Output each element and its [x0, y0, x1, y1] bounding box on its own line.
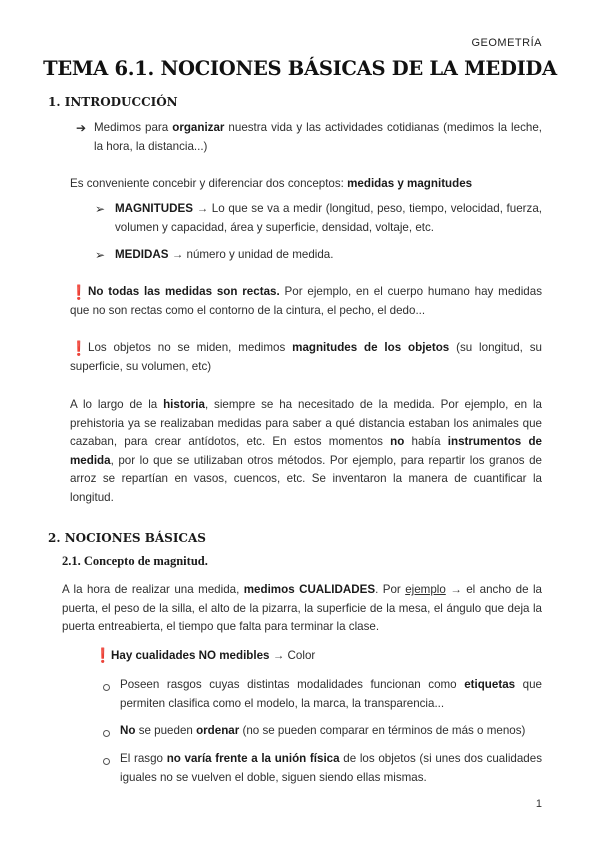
paragraph-cualidades: A la hora de realizar una medida, medimos CUALIDADES. Por ejemplo → el ancho de la puerta, el peso de la silla, el alto de la pizarra, la superficie de la mesa, el ángulo que deja la puerta entreabierta, el tiempo que falta para terminar la clase. — [62, 583, 543, 634]
note-medidas-rectas: No todas las medidas son rectas. Por ejemplo, en el cuerpo humano hay medidas que no son rectas como el contorno de la cintura, el pecho, el dedo... — [70, 285, 542, 317]
item-medidas: MEDIDAS → número y unidad de medida. — [115, 248, 334, 261]
circle-bullet-icon — [103, 730, 110, 737]
paragraph-conceptos: Es conveniente concebir y diferenciar dos conceptos: medidas y magnitudes — [70, 177, 473, 190]
page-number: 1 — [535, 798, 542, 810]
exclamation-icon: ❗ — [70, 284, 88, 300]
exclamation-icon: ❗ — [94, 647, 112, 663]
circle-bullet-icon — [103, 684, 110, 691]
exclamation-icon: ❗ — [70, 340, 88, 356]
item-magnitudes: MAGNITUDES → Lo que se va a medir (longitud, peso, tiempo, velocidad, fuerza, volumen y capacidad, área y superficie, densidad, voltaje, etc. — [115, 202, 542, 234]
arrow-bullet-icon: ➔ — [76, 121, 87, 135]
note-cualidades-no-medibles: Hay cualidades NO medibles → Color — [111, 649, 316, 662]
section-heading-nociones: 2. NOCIONES BÁSICAS — [48, 531, 206, 545]
section-heading-introduccion: 1. INTRODUCCIÓN — [48, 95, 178, 109]
triangle-bullet-icon: ➢ — [95, 202, 106, 216]
list-item-etiquetas: Poseen rasgos cuyas distintas modalidades funcionan como etiquetas que permiten clasifica como el modelo, la marca, la transparencia... — [120, 678, 542, 710]
paragraph-historia: A lo largo de la historia, siempre se ha necesitado de la medida. Por ejemplo, en la prehistoria ya se realizaban medidas para saber a qué distancia estaban los animales que cazaban, para crear antídotos, etc. En estos momentos no había instrumentos de medida, por lo que se utilizaban otros métodos. Por ejemplo, para repartir los granos de arroz se repartían en vasos, cuencos, etc. Se inventaron la manera de cuantificar la longitud. — [70, 398, 542, 504]
header-subject: GEOMETRÍA — [471, 37, 542, 49]
note-magnitudes-objetos: Los objetos no se miden, medimos magnitudes de los objetos (su longitud, su superficie, su volumen, etc) — [70, 341, 542, 373]
list-item-ordenar: No se pueden ordenar (no se pueden comparar en términos de más o menos) — [120, 724, 526, 737]
page-title: TEMA 6.1. NOCIONES BÁSICAS DE LA MEDIDA — [43, 57, 557, 80]
triangle-bullet-icon: ➢ — [95, 248, 106, 262]
subsection-heading-magnitud: 2.1. Concepto de magnitud. — [62, 554, 208, 568]
list-item-union-fisica: El rasgo no varía frente a la unión física de los objetos (si unes dos cualidades iguales no se vuelven el doble, siguen siendo ellas mismas. — [120, 752, 542, 784]
paragraph-organizar: Medimos para organizar nuestra vida y las actividades cotidianas (medimos la leche, la hora, la distancia...) — [94, 121, 542, 153]
circle-bullet-icon — [103, 758, 110, 765]
